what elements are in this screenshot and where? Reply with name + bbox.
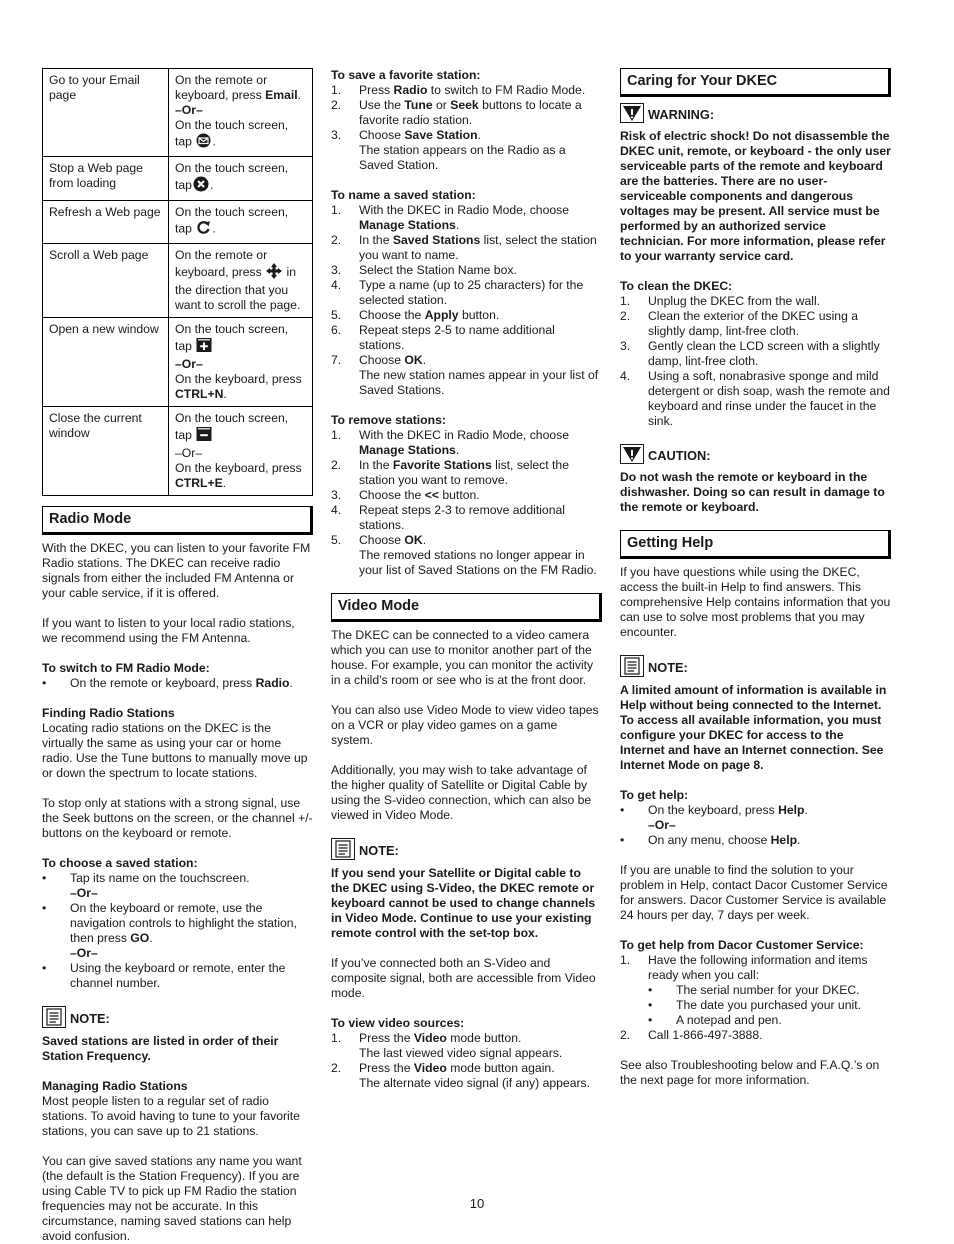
- list-text: .: [477, 128, 481, 142]
- numbered-list: [620, 294, 891, 429]
- table-row: [43, 201, 313, 244]
- table-text: –Or–: [175, 103, 203, 117]
- list-number: 1.: [331, 428, 342, 442]
- list-text: In the: [359, 233, 393, 247]
- paragraph: If you want to listen to your local radio stations, we recommend using the FM Antenna.: [42, 616, 295, 645]
- table-cell-how: [169, 157, 313, 201]
- list-number: 6.: [331, 323, 342, 337]
- table-cell-action: Open a new window: [43, 318, 169, 407]
- list-text: .: [804, 803, 808, 817]
- list-number: 1.: [331, 203, 342, 217]
- list-number: 2.: [620, 309, 631, 323]
- list-item: [331, 203, 602, 233]
- list-item: [648, 983, 891, 998]
- list-text: In the: [359, 458, 393, 472]
- list-text: .: [455, 443, 460, 457]
- list-item: [331, 503, 602, 533]
- numbered-list: [331, 1031, 602, 1091]
- list-item: [331, 233, 602, 263]
- list-text: Choose the: [359, 488, 425, 502]
- list-text: OK: [404, 353, 423, 367]
- list-text: Seek: [450, 98, 479, 112]
- list-text: .: [422, 353, 427, 367]
- list-text: Video: [413, 1031, 447, 1045]
- table-row: [43, 244, 313, 318]
- table-cell-action: Close the current window: [43, 407, 169, 496]
- list-text: Help: [778, 803, 805, 817]
- table-cell-action: Stop a Web page from loading: [43, 157, 169, 201]
- list-text: Video: [413, 1061, 447, 1075]
- list-number: 4.: [331, 278, 342, 292]
- subheading: To view video sources:: [331, 1016, 465, 1030]
- list-number: 3.: [620, 339, 631, 353]
- list-text: Use the: [359, 98, 405, 112]
- list-number: 5.: [331, 533, 342, 547]
- list-text: button.: [438, 488, 480, 502]
- bullet-list: [42, 871, 313, 991]
- warning-icon: [620, 103, 644, 126]
- list-text: GO: [130, 931, 150, 945]
- list-text: .: [422, 533, 427, 547]
- list-text: Unplug the DKEC from the wall.: [648, 294, 821, 308]
- warning-text: Risk of electric shock! Do not disassemble the DKEC unit, remote, or keyboard - the only user serviceable parts of the remote and keyboard are the batteries. There are no user-serviceable components and dangerous voltages may be present. All service must be performed by an authorized service technician. For more information, please refer to your warranty service card.: [620, 129, 891, 263]
- list-text: or: [432, 98, 451, 112]
- note-label: NOTE:: [648, 660, 688, 675]
- list-text: The alternate video signal (if any) appears.: [359, 1076, 591, 1090]
- list-item: [331, 353, 602, 398]
- list-text: Call 1-866-497-3888.: [648, 1028, 763, 1042]
- list-text: The serial number for your DKEC.: [676, 983, 860, 997]
- table-cell-how: [169, 69, 313, 157]
- new-window-icon: [196, 337, 212, 357]
- list-text: buttons to locate a favorite radio station.: [359, 98, 582, 127]
- list-number: 5.: [331, 308, 342, 322]
- note-icon: [620, 655, 644, 680]
- note-text: Saved stations are listed in order of their Station Frequency.: [42, 1034, 279, 1063]
- section-title-help: Getting Help: [620, 530, 891, 559]
- table-text: .: [212, 221, 216, 236]
- list-number: 1.: [620, 294, 631, 308]
- table-text: CTRL+N: [175, 387, 224, 401]
- list-text: to switch to FM Radio Mode.: [427, 83, 586, 97]
- note-text: If you send your Satellite or Digital cable to the DKEC using S-Video, the DKEC remote or keyboard cannot be used to change channels in Video Mode. Continue to use your existing remote control with the set-top box.: [331, 866, 596, 940]
- list-text: –Or–: [648, 818, 676, 832]
- subheading: To save a favorite station:: [331, 68, 481, 82]
- paragraph: If you’ve connected both an S-Video and composite signal, both are accessible from Video mode.: [331, 956, 596, 1000]
- caution-text: Do not wash the remote or keyboard in the dishwasher. Doing so can result in damage to the remote or keyboard.: [620, 470, 885, 514]
- paragraph: With the DKEC, you can listen to your favorite FM Radio stations. The DKEC can receive radio signals from either the included FM Antenna or your cable service, if it is offered.: [42, 541, 311, 600]
- list-text: Radio: [255, 676, 290, 690]
- list-text: Press the: [359, 1031, 414, 1045]
- list-text: Have the following information and items ready when you call:: [648, 953, 868, 982]
- table-text: On the touch screen, tap: [175, 205, 289, 236]
- list-number: 1.: [331, 83, 342, 97]
- section-title-radio: Radio Mode: [42, 506, 313, 535]
- table-text: On the touch screen, tap: [175, 161, 289, 193]
- table-text: On the remote or keyboard, press: [175, 73, 268, 102]
- list-text: Type a name (up to 25 characters) for the selected station.: [359, 278, 584, 307]
- caution-label: CAUTION:: [648, 448, 711, 463]
- list-text: .: [149, 931, 153, 945]
- email-icon: [196, 133, 211, 152]
- list-item: [331, 263, 602, 278]
- list-item: [331, 98, 602, 128]
- subheading: To get help from Dacor Customer Service:: [620, 938, 864, 952]
- list-number: 2.: [331, 458, 342, 472]
- list-text: On any menu, choose: [648, 833, 771, 847]
- list-number: 1.: [620, 953, 631, 967]
- list-text: Help: [770, 833, 798, 847]
- list-item: [331, 83, 602, 98]
- paragraph: If you have questions while using the DKEC, access the built-in Help to find answers. This comprehensive Help contains information that you can use to solve most problems that you may encounter.: [620, 565, 891, 639]
- list-text: Manage Stations: [359, 218, 456, 232]
- table-cell-how: [169, 318, 313, 407]
- bullet-list: [620, 803, 891, 848]
- list-item: [648, 1013, 891, 1028]
- list-item: [42, 871, 313, 901]
- bullet-icon: •: [42, 676, 47, 690]
- table-text: –Or–: [175, 357, 203, 371]
- bullet-icon: •: [620, 833, 625, 847]
- list-item: [331, 488, 602, 503]
- list-text: <<: [424, 488, 439, 502]
- list-number: 3.: [331, 128, 342, 142]
- paragraph: To stop only at stations with a strong signal, use the Seek buttons on the screen, or the channel +/- buttons on the keyboard or remote.: [42, 796, 313, 840]
- bullet-sublist: [648, 983, 891, 1028]
- list-text: Tap its name on the touchscreen.: [70, 871, 250, 885]
- page-number: 10: [469, 1196, 485, 1211]
- list-text: .: [797, 833, 801, 847]
- paragraph: If you are unable to find the solution to your problem in Help, contact Dacor Customer Service for answers. Dacor Customer Service is available 24 hours per day, 7 days per week.: [620, 863, 888, 922]
- list-number: 3.: [331, 488, 342, 502]
- list-number: 2.: [331, 233, 342, 247]
- list-item: [331, 1031, 602, 1061]
- list-text: mode button again.: [446, 1061, 555, 1075]
- subheading: To clean the DKEC:: [620, 279, 733, 293]
- paragraph: You can give saved stations any name you want (the default is the Station Frequency). If you are using Cable TV to pick up FM Radio the station frequencies may not be accurate. In this circumstance, naming saved stations can help avoid confusion.: [42, 1154, 302, 1243]
- list-text: .: [289, 676, 293, 690]
- list-item: [620, 369, 891, 429]
- list-item: [620, 294, 891, 309]
- list-number: 2.: [620, 1028, 631, 1042]
- table-cell-action: Go to your Email page: [43, 69, 169, 157]
- note-header: [42, 1006, 313, 1031]
- bullet-icon: •: [42, 871, 47, 885]
- table-cell-how: [169, 244, 313, 318]
- bullet-icon: •: [42, 901, 47, 915]
- list-item: [42, 901, 313, 961]
- table-text: On the touch screen, tap: [175, 118, 289, 149]
- table-text: CTRL+E: [175, 476, 223, 490]
- list-text: The last viewed video signal appears.: [359, 1046, 563, 1060]
- list-text: Choose: [359, 533, 405, 547]
- list-text: Using the keyboard or remote, enter the channel number.: [70, 961, 286, 990]
- subheading: To name a saved station:: [331, 188, 476, 202]
- list-number: 3.: [331, 263, 342, 277]
- bullet-icon: •: [648, 983, 653, 997]
- list-text: –Or–: [70, 946, 98, 960]
- paragraph: Most people listen to a regular set of radio stations. To avoid having to tune to your favorite stations, you can save up to 21 stations.: [42, 1094, 300, 1138]
- numbered-list: [620, 953, 891, 1043]
- table-text: .: [212, 134, 216, 149]
- list-number: 4.: [620, 369, 631, 383]
- list-text: Manage Stations: [359, 443, 456, 457]
- list-number: 2.: [331, 1061, 342, 1075]
- warning-label: WARNING:: [648, 107, 715, 122]
- list-text: Press the: [359, 1061, 414, 1075]
- list-text: Favorite Stations: [392, 458, 492, 472]
- paragraph: Locating radio stations on the DKEC is the virtually the same as using your car or home radio. Use the Tune buttons to manually move up or down the spectrum to locate stations.: [42, 721, 308, 780]
- navigation-table: [42, 68, 313, 496]
- list-text: Choose: [359, 353, 405, 367]
- list-item: [620, 339, 891, 369]
- close-window-icon: [196, 426, 212, 446]
- subheading: To remove stations:: [331, 413, 446, 427]
- table-row: [43, 407, 313, 496]
- note-icon: [42, 1006, 66, 1031]
- table-text: in the direction that you want to scroll the page.: [175, 265, 301, 312]
- list-item: [620, 309, 891, 339]
- table-text: .: [223, 387, 227, 401]
- list-text: On the keyboard or remote, use the navigation controls to highlight the station, then press: [70, 901, 297, 945]
- table-row: [43, 69, 313, 157]
- section-title-caring: Caring for Your DKEC: [620, 68, 891, 97]
- list-text: Clean the exterior of the DKEC using a slightly damp, lint-free cloth.: [648, 309, 859, 338]
- table-cell-action: Refresh a Web page: [43, 201, 169, 244]
- list-text: Repeat steps 2-5 to name additional stations.: [359, 323, 555, 352]
- list-item: [42, 961, 313, 991]
- table-text: .: [297, 88, 302, 102]
- list-text: The new station names appear in your list of Saved Stations.: [359, 368, 599, 397]
- note-label: NOTE:: [70, 1011, 110, 1026]
- list-text: Save Station: [404, 128, 478, 142]
- list-text: list, select the station you want to name.: [359, 233, 597, 262]
- list-item: [331, 428, 602, 458]
- subheading: Finding Radio Stations: [42, 706, 175, 720]
- paragraph: See also Troubleshooting below and F.A.Q.’s on the next page for more information.: [620, 1058, 880, 1087]
- direction-pad-icon: [266, 263, 282, 283]
- caution-icon: [620, 444, 644, 467]
- list-text: .: [455, 218, 460, 232]
- list-text: OK: [404, 533, 423, 547]
- list-item: [331, 323, 602, 353]
- bullet-icon: •: [648, 998, 653, 1012]
- list-text: Gently clean the LCD screen with a slightly damp, lint-free cloth.: [648, 339, 880, 368]
- list-text: Choose: [359, 128, 405, 142]
- list-item: [331, 1061, 602, 1091]
- refresh-icon: [196, 220, 211, 239]
- list-text: –Or–: [70, 886, 98, 900]
- column-right: [620, 68, 891, 1088]
- table-text: Email: [265, 88, 298, 102]
- warning-header: [620, 103, 891, 126]
- list-text: The station appears on the Radio as a Saved Station.: [359, 143, 566, 172]
- list-item: [331, 533, 602, 578]
- note-label: NOTE:: [359, 843, 399, 858]
- list-text: list, select the station you want to remove.: [359, 458, 569, 487]
- note-header: [620, 655, 891, 680]
- list-text: Tune: [404, 98, 433, 112]
- list-text: Press: [359, 83, 394, 97]
- subheading: To switch to FM Radio Mode:: [42, 661, 210, 675]
- list-item: [331, 128, 602, 173]
- list-number: 1.: [331, 1031, 342, 1045]
- table-cell-how: [169, 407, 313, 496]
- list-item: [42, 676, 313, 691]
- numbered-list: [331, 428, 602, 578]
- numbered-list: [331, 203, 602, 398]
- list-text: button.: [458, 308, 500, 322]
- table-text: On the keyboard, press: [175, 372, 302, 386]
- paragraph: Additionally, you may wish to take advantage of the higher quality of Satellite or Digital Cable by using the S-video connection, which can also be viewed in Video Mode.: [331, 763, 592, 822]
- list-text: The date you purchased your unit.: [676, 998, 861, 1012]
- note-text: A limited amount of information is available in Help without being connected to the Internet. To access all available information, you must configure your DKEC for access to the Internet and have an Internet connection. See Internet Mode on page 8.: [620, 683, 887, 772]
- table-text: .: [209, 178, 214, 193]
- table-text: On the touch screen, tap: [175, 411, 289, 443]
- table-text: On the remote or keyboard, press: [175, 248, 268, 280]
- table-text: On the keyboard, press: [175, 461, 302, 475]
- bullet-list: [42, 676, 313, 691]
- bullet-icon: •: [42, 961, 47, 975]
- list-text: Select the Station Name box.: [359, 263, 517, 277]
- list-number: 7.: [331, 353, 342, 367]
- list-item: [620, 833, 891, 848]
- section-title-video: Video Mode: [331, 593, 602, 622]
- list-text: mode button.: [446, 1031, 522, 1045]
- list-item: [620, 803, 891, 833]
- column-middle: [331, 68, 602, 1091]
- list-text: A notepad and pen.: [676, 1013, 782, 1027]
- table-cell-how: [169, 201, 313, 244]
- list-text: Choose the: [359, 308, 425, 322]
- list-text: On the remote or keyboard, press: [70, 676, 256, 690]
- list-item: [620, 1028, 891, 1043]
- table-row: [43, 318, 313, 407]
- table-text: –Or–: [175, 446, 203, 460]
- paragraph: You can also use Video Mode to view video tapes on a VCR or play video games on a game system.: [331, 703, 599, 747]
- list-text: With the DKEC in Radio Mode, choose: [359, 203, 569, 217]
- list-item: [620, 953, 891, 1028]
- list-text: Using a soft, nonabrasive sponge and mild detergent or dish soap, wash the remote and keyboard and rinse under the faucet in the sink.: [648, 369, 890, 428]
- column-left: [42, 68, 313, 1244]
- list-text: Apply: [424, 308, 459, 322]
- list-number: 2.: [331, 98, 342, 112]
- table-text: On the touch screen, tap: [175, 322, 289, 354]
- list-text: Saved Stations: [392, 233, 481, 247]
- list-number: 4.: [331, 503, 342, 517]
- bullet-icon: •: [648, 1013, 653, 1027]
- paragraph: The DKEC can be connected to a video camera which you can use to monitor another part of the house. For example, you can monitor the activity in a child’s room or see who is at the front door.: [331, 628, 594, 687]
- table-cell-action: Scroll a Web page: [43, 244, 169, 318]
- numbered-list: [331, 83, 602, 173]
- subheading: To choose a saved station:: [42, 856, 198, 870]
- table-row: [43, 157, 313, 201]
- caution-header: [620, 444, 891, 467]
- list-text: Radio: [393, 83, 428, 97]
- stop-icon: [193, 176, 209, 196]
- note-icon: [331, 838, 355, 863]
- list-text: With the DKEC in Radio Mode, choose: [359, 428, 569, 442]
- list-item: [331, 458, 602, 488]
- bullet-icon: •: [620, 803, 625, 817]
- list-text: Repeat steps 2-3 to remove additional stations.: [359, 503, 565, 532]
- list-item: [331, 278, 602, 308]
- note-header: [331, 838, 602, 863]
- list-text: On the keyboard, press: [648, 803, 779, 817]
- subheading: To get help:: [620, 788, 689, 802]
- list-item: [331, 308, 602, 323]
- subheading: Managing Radio Stations: [42, 1079, 188, 1093]
- table-text: .: [222, 476, 227, 490]
- list-text: The removed stations no longer appear in your list of Saved Stations on the FM Radio.: [359, 548, 597, 577]
- list-item: [648, 998, 891, 1013]
